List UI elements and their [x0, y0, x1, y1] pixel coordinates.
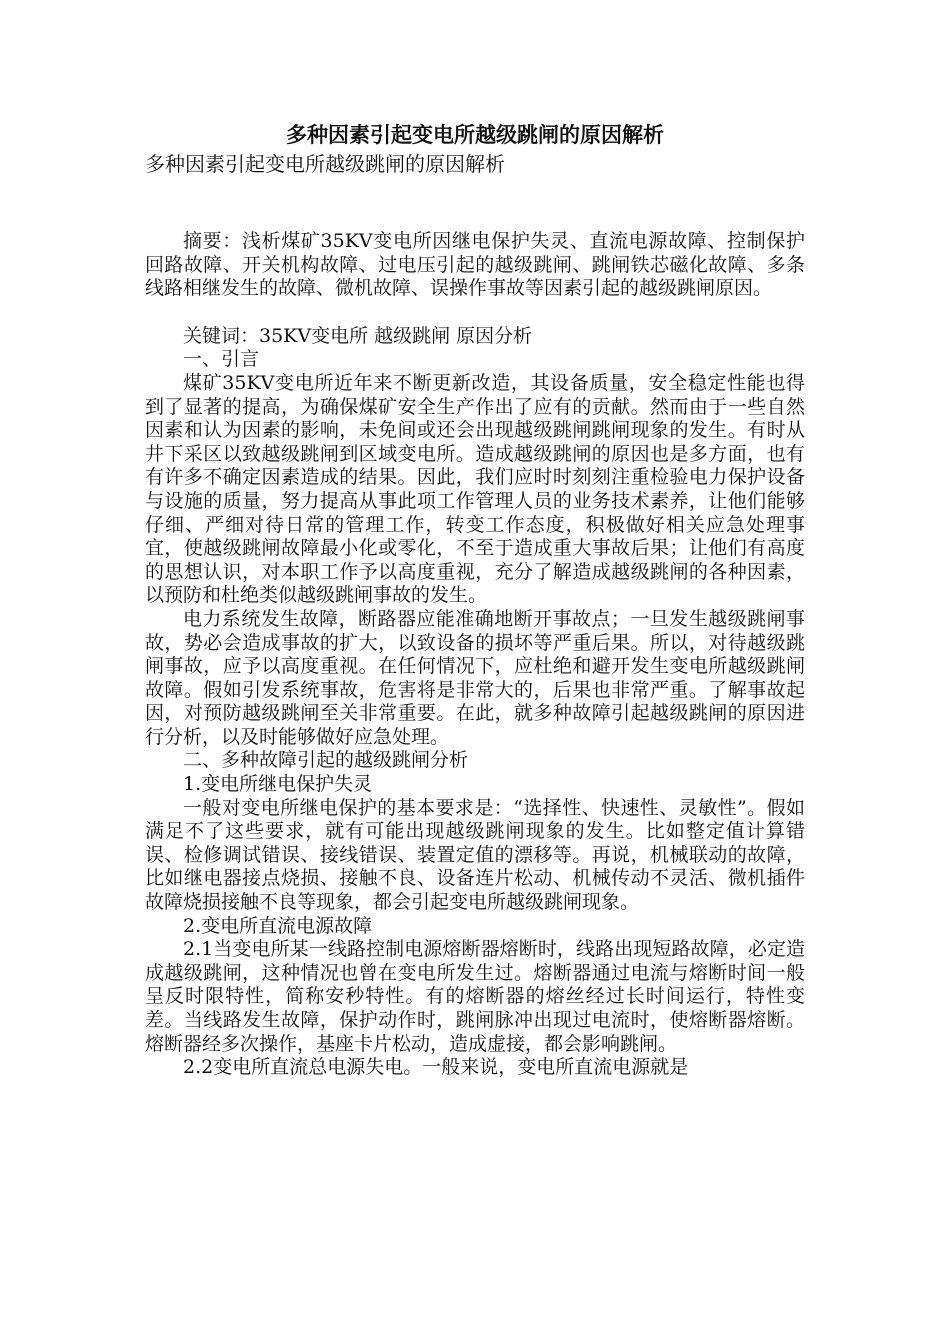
abstract-paragraph: 摘要：浅析煤矿35KV变电所因继电保护失灵、直流电源故障、控制保护回路故障、开关机构故障、过电压引起的越级跳闸、跳闸铁芯磁化故障、多条线路相继发生的故障、微机故障、误操作事故等因素引起的越级跳闸原因。	[145, 230, 805, 300]
body-paragraph: 2.2变电所直流总电源失电。一般来说，变电所直流电源就是	[183, 1056, 689, 1079]
document-title: 多种因素引起变电所越级跳闸的原因解析	[286, 123, 664, 147]
section-heading-analysis: 二、多种故障引起的越级跳闸分析	[183, 749, 469, 772]
body-paragraph: 电力系统发生故障，断路器应能准确地断开事故点；一旦发生越级跳闸事故，势必会造成事故的扩大，以致设备的损坏等严重后果。所以，对待越级跳闸事故，应予以高度重视。在任何情况下，应杜绝和避开发生变电所越级跳闸故障。假如引发系统事故，危害将是非常大的，后果也非常严重。了解事故起因，对预防越级跳闸至关非常重要。在此，就多种故障引起越级跳闸的原因进行分析，以及时能够做好应急处理。	[145, 607, 805, 748]
keywords-line: 关键词：35KV变电所 越级跳闸 原因分析	[183, 324, 533, 347]
section-heading-introduction: 一、引言	[183, 348, 260, 371]
document-subtitle: 多种因素引起变电所越级跳闸的原因解析	[145, 152, 505, 176]
body-paragraph: 煤矿35KV变电所近年来不断更新改造，其设备质量，安全稳定性能也得到了显著的提高，为确保煤矿安全生产作出了应有的贡献。然而由于一些自然因素和认为因素的影响，未免间或还会出现越级跳闸跳闸现象的发生。有时从井下采区以致越级跳闸到区域变电所。造成越级跳闸的原因也是多方面，也有有许多不确定因素造成的结果。因此，我们应时时刻刻注重检验电力保护设备与设施的质量，努力提高从事此项工作管理人员的业务技术素养，让他们能够仔细、严细对待日常的管理工作，转变工作态度，积极做好相关应急处理事宜，使越级跳闸故障最小化或零化，不至于造成重大事故后果；让他们有高度的思想认识，对本职工作予以高度重视，充分了解造成越级跳闸的各种因素，以预防和杜绝类似越级跳闸事故的发生。	[145, 371, 805, 607]
body-paragraph: 2.1当变电所某一线路控制电源熔断器熔断时，线路出现短路故障，必定造成越级跳闸，这种情况也曾在变电所发生过。熔断器通过电流与熔断时间一般呈反时限特性，简称安秒特性。有的熔断器的熔丝经过长时间运行，特性变差。当线路发生故障，保护动作时，跳闸脉冲出现过电流时，使熔断器熔断。熔断器经多次操作，基座卡片松动，造成虚接，都会影响跳闸。	[145, 938, 805, 1055]
body-paragraph: 一般对变电所继电保护的基本要求是：“选择性、快速性、灵敏性”。假如满足不了这些要求，就有可能出现越级跳闸现象的发生。比如整定值计算错误、检修调试错误、接线错误、装置定值的漂移等。再说，机械联动的故障，比如继电器接点烧损、接触不良、设备连片松动、机械传动不灵活、微机插件故障烧损接触不良等现象，都会引起变电所越级跳闸现象。	[145, 796, 805, 914]
document-body	[145, 200, 805, 1080]
subsection-heading: 2.变电所直流电源故障	[183, 914, 373, 937]
subsection-heading: 1.变电所继电保护失灵	[183, 773, 373, 796]
